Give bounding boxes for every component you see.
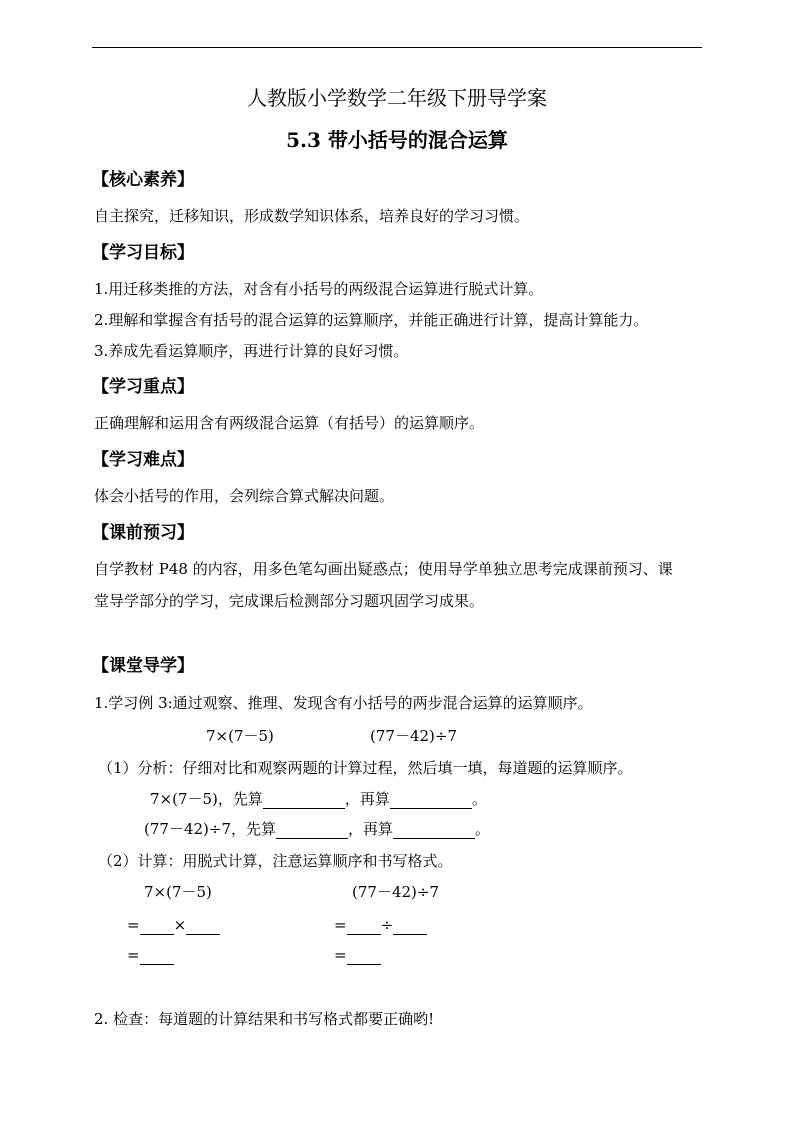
calc-b-step-2-equals: = [334, 946, 347, 964]
section-heading-classroom: 【课堂导学】 [92, 656, 194, 676]
calc-a-step-1 [127, 916, 220, 935]
calc-b-step-2-blank[interactable] [347, 946, 381, 965]
fill-line-a [150, 790, 487, 809]
calc-b-step-1-equals: = [334, 916, 347, 934]
difficulty-text: 体会小括号的作用，会列综合算式解决问题。 [94, 487, 395, 505]
preview-line-2: 堂导学部分的学习，完成课后检测部分习题巩固学习成果。 [94, 592, 485, 610]
fill-a-expression: 7×(7－5)，先算 [150, 790, 263, 808]
calc-instruction: （2）计算：用脱式计算，注意运算顺序和书写格式。 [98, 852, 453, 870]
calc-a-step-1-blank-1[interactable] [140, 916, 174, 935]
focus-text: 正确理解和运用含有两级混合运算（有括号）的运算顺序。 [94, 414, 485, 432]
fill-a-first-blank[interactable] [263, 790, 345, 809]
calc-b-step-1 [334, 916, 427, 935]
calc-expression-a: 7×(7－5) [144, 883, 212, 901]
document-title: 人教版小学数学二年级下册导学案 [247, 86, 547, 110]
section-heading-goals: 【学习目标】 [92, 243, 194, 263]
calc-b-step-1-blank-1[interactable] [347, 916, 381, 935]
goal-item-3: 3.养成先看运算顺序，再进行计算的良好习惯。 [94, 342, 409, 360]
fill-b-expression: (77－42)÷7，先算 [144, 820, 276, 838]
calc-a-step-1-equals: = [127, 916, 140, 934]
fill-a-second-blank[interactable] [390, 790, 472, 809]
example-expression-b: (77－42)÷7 [370, 727, 457, 745]
calc-a-step-2 [127, 946, 174, 965]
section-heading-difficulty: 【学习难点】 [92, 450, 194, 470]
classroom-item-1: 1.学习例 3:通过观察、推理、发现含有小括号的两步混合运算的运算顺序。 [94, 694, 593, 712]
core-text: 自主探究，迁移知识，形成数学知识体系，培养良好的学习习惯。 [94, 207, 530, 225]
calc-a-step-1-times: × [173, 916, 187, 934]
analysis-instruction: （1）分析：仔细对比和观察两题的计算过程，然后填一填，每道题的运算顺序。 [98, 759, 633, 777]
fill-b-then-label: ，再算 [348, 820, 394, 838]
lesson-title: 5.3 带小括号的混合运算 [286, 128, 508, 152]
fill-b-first-blank[interactable] [276, 820, 348, 839]
goal-item-1: 1.用迁移类推的方法，对含有小括号的两级混合运算进行脱式计算。 [94, 280, 544, 298]
goal-item-2: 2.理解和掌握含有括号的混合运算的运算顺序，并能正确进行计算，提高计算能力。 [94, 311, 649, 329]
calc-b-step-1-divide: ÷ [380, 916, 394, 934]
calc-expression-b: (77－42)÷7 [352, 883, 439, 901]
section-heading-focus: 【学习重点】 [92, 377, 194, 397]
fill-b-end: 。 [475, 820, 491, 838]
calc-b-step-2 [334, 946, 381, 965]
preview-line-1: 自学教材 P48 的内容，用多色笔勾画出疑惑点；使用导学单独立思考完成课前预习、课 [94, 560, 673, 578]
fill-a-end: 。 [471, 790, 487, 808]
header-rule [92, 47, 702, 48]
example-expression-a: 7×(7－5) [206, 727, 274, 745]
section-heading-preview: 【课前预习】 [92, 523, 194, 543]
calc-a-step-1-blank-2[interactable] [186, 916, 220, 935]
calc-b-step-1-blank-2[interactable] [393, 916, 427, 935]
fill-b-second-blank[interactable] [393, 820, 475, 839]
check-instruction: 2. 检查：每道题的计算结果和书写格式都要正确哟! [94, 1010, 435, 1028]
calc-a-step-2-equals: = [127, 946, 140, 964]
fill-line-b [144, 820, 490, 839]
calc-a-step-2-blank[interactable] [140, 946, 174, 965]
fill-a-then-label: ，再算 [344, 790, 390, 808]
section-heading-core: 【核心素养】 [92, 170, 194, 190]
